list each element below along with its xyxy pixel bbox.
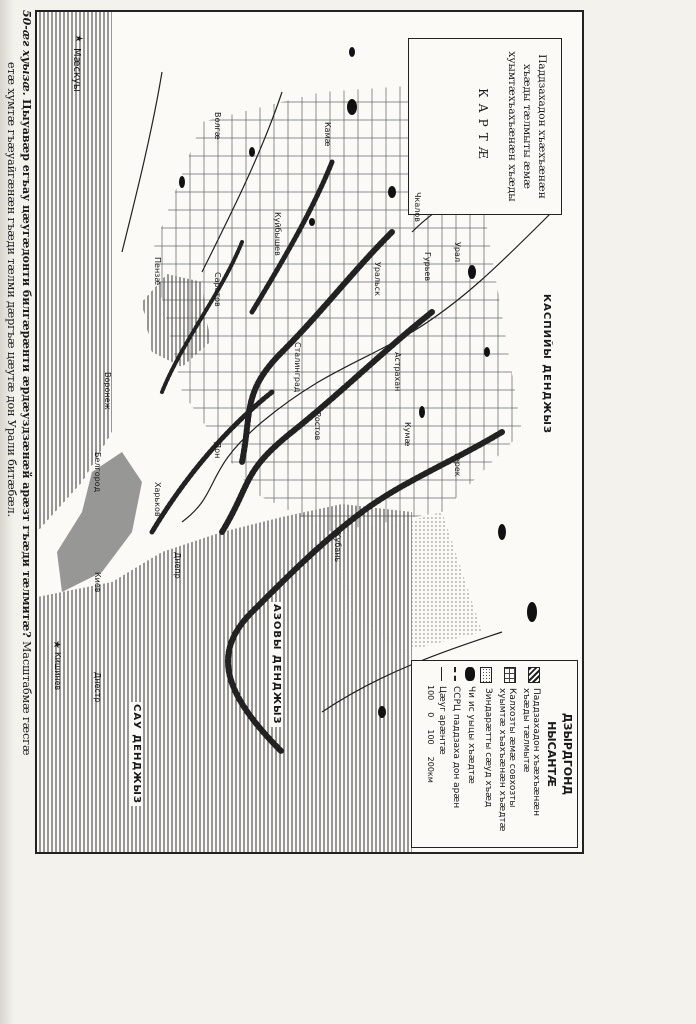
label-kuban: Кубань xyxy=(333,532,342,563)
legend-title-2: НЫСАНТÆ xyxy=(545,721,558,787)
label-uralsk: Уральск xyxy=(373,262,382,296)
legend-item-label: Калхозты æмæ совхозты хуымтæ хъахъæнæн хъæдтæ xyxy=(497,688,517,832)
title-line-3: хуымтæхъахъæнæн хъæды xyxy=(506,51,518,202)
ussr-border-icon xyxy=(452,667,456,681)
label-ural: Урал xyxy=(453,242,462,262)
scale-tick: 100 xyxy=(426,685,435,701)
label-stalingrad: Сталинград xyxy=(293,342,302,393)
label-caspian-sea: КАСПИЙЫ ДЕНДЖЫЗ xyxy=(541,294,552,434)
legend-title-1: ДЗЫРДГОНД xyxy=(561,712,574,796)
label-kishinev: Кишинев xyxy=(53,652,62,691)
label-terek: Терек xyxy=(453,452,462,477)
map-frame xyxy=(35,10,584,854)
map-legend xyxy=(411,660,578,848)
legend-item-river-border xyxy=(437,667,447,841)
caption-line-2: етæ хумтæ гъæуайгæнæн гъæди тæлми дæргъæ цæутæ дон Урали битæбæл. xyxy=(5,62,18,518)
field-protection-icon xyxy=(504,667,516,683)
label-belgorod: Белгород xyxy=(93,452,102,493)
legend-scale xyxy=(426,685,435,847)
legend-item-label: ССРЦ паддзаха дон арæн xyxy=(451,686,461,809)
label-azov-sea: АЗОВЫ ДЕНДЖЫЗ xyxy=(271,604,282,725)
rotated-figure xyxy=(5,10,584,870)
legend-item-label: Зиндарæтты сæуд хъæд xyxy=(483,688,493,808)
legend-item-state-forest xyxy=(521,667,541,841)
scale-tick: 200км xyxy=(426,756,435,783)
caption-question: Цыуавæр егъау цæугæдонти билгæрæнти æрдæуздзæнæй арæзт гъæди тæлмитæ? xyxy=(20,99,33,638)
legend-item-label: Цæуг арæнтæ xyxy=(437,686,447,755)
label-kama: Камæ xyxy=(323,122,332,147)
legend-item-label: Паддзахадон хъæхъæнæн хъæды тæлмытæ xyxy=(521,688,541,816)
legend-item-ussr-border xyxy=(451,667,461,841)
legend-item-existing-forest xyxy=(465,667,476,841)
legend-item-label: Чи ис уыцы хъæдтæ xyxy=(466,686,476,784)
label-dnestr: Днестр xyxy=(93,672,102,703)
label-saratov: Саратов xyxy=(213,272,222,307)
legend-item-field-protection xyxy=(497,667,517,841)
label-kuma: Кумæ xyxy=(403,422,412,447)
state-forest-belt-icon xyxy=(528,667,540,683)
irrigation-icon xyxy=(480,667,492,683)
label-don: Дон xyxy=(213,442,222,459)
title-karte: КАРТÆ xyxy=(476,88,490,165)
label-kharkov: Харьков xyxy=(153,482,162,517)
label-kiev: Киев xyxy=(93,572,102,593)
label-guryev: Гурьев xyxy=(423,252,432,282)
label-penza: Пензæ xyxy=(153,257,162,286)
title-line-2: хъæды тæлмыты æмæ xyxy=(521,64,533,189)
map-title-box xyxy=(408,38,562,215)
label-moscow: Мæскуы xyxy=(71,48,82,92)
label-dnepr: Днепр xyxy=(173,552,182,579)
scale-tick: 100 xyxy=(426,729,435,745)
label-chkalov: Чкалов xyxy=(413,192,422,222)
label-voronezh: Воронеж xyxy=(103,372,112,410)
kishinev-star-icon: ★ xyxy=(51,640,62,649)
figure-caption xyxy=(4,10,34,850)
label-kuibyshev: Куйбышев xyxy=(273,212,282,256)
river-border-icon xyxy=(439,667,442,681)
label-black-sea: САУ ДЕНДЖЫЗ xyxy=(131,704,142,804)
scale-tick: 0 xyxy=(426,712,435,718)
title-line-1: Паддзахадон хъæхъæнæн xyxy=(536,54,548,199)
label-astrakhan: Астрахан xyxy=(393,352,402,392)
label-rostov: Ростов xyxy=(313,412,322,441)
legend-item-irrigation xyxy=(480,667,493,841)
moscow-star-icon: ★ xyxy=(73,34,84,43)
caption-number: 50-æг хуызæ. xyxy=(20,10,33,96)
existing-forest-icon xyxy=(465,667,475,681)
caption-rest: Масштабмæ гæсгæ xyxy=(20,641,33,756)
label-volga: Волгæ xyxy=(213,112,222,140)
